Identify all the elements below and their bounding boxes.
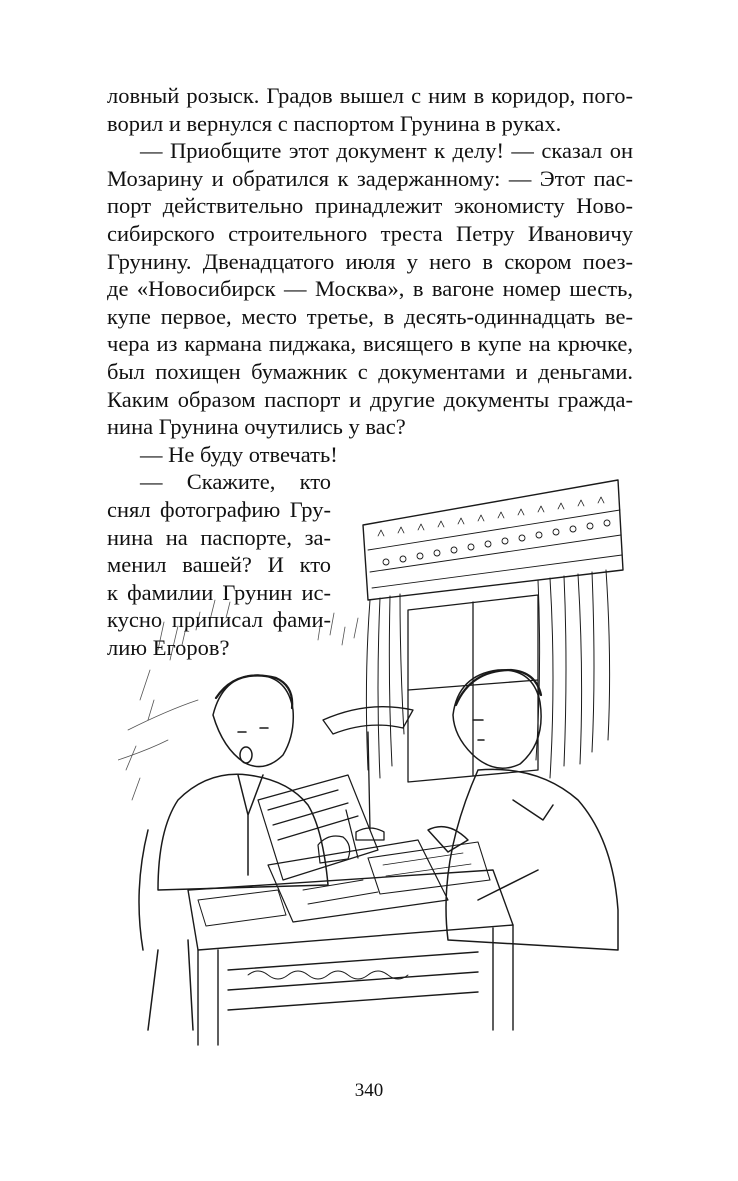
text-line: чера из кармана пиджака, висящего в купе на крючке,: [107, 331, 633, 357]
text-line: нина Грунина очутились у вас?: [107, 414, 406, 440]
text-line: порт действительно принадлежит экономисту Ново-: [107, 193, 633, 219]
text-line: Грунину. Двенадцатого июля у него в скором поез-: [107, 248, 633, 274]
desk-lamp: [323, 707, 413, 840]
curtain-valance: [363, 480, 623, 600]
text-line: купе первое, место третье, в десять-одиннадцать ве-: [107, 303, 633, 329]
text-line: Мозарину и обратился к задержанному: — Этот пас-: [107, 165, 633, 191]
desk: [188, 840, 513, 1045]
page-number: 340: [354, 1080, 384, 1101]
text-line: к фамилии Грунин ис-: [107, 579, 331, 605]
text-line: кусно приписал фами-: [107, 607, 331, 633]
text-line: де «Новосибирск — Москва», в вагоне номер шесть,: [107, 276, 633, 302]
text-line: нина на паспорте, за-: [107, 524, 331, 550]
text-line: ворил и вернулся с паспортом Грунина в руках.: [107, 110, 562, 136]
text-line: менил вашей? И кто: [107, 552, 331, 578]
text-line: снял фотографию Гру-: [107, 496, 331, 522]
text-line: — Приобщите этот документ к делу! — сказал он: [140, 138, 633, 164]
text-line: лию Егоров?: [107, 634, 230, 660]
suspect-figure: [139, 675, 328, 1030]
text-line: сибирского строительного треста Петру Ивановичу: [107, 220, 633, 246]
text-line: ловный розыск. Градов вышел с ним в коридор, пого-: [107, 83, 633, 108]
text-line: — Скажите, кто: [140, 469, 331, 495]
text-line: был похищен бумажник с документами и деньгами.: [107, 358, 633, 384]
interrogation-illustration: [118, 470, 630, 1050]
text-line: Каким образом паспорт и другие документы гражда-: [107, 386, 633, 412]
background-hatching: [118, 600, 358, 800]
investigator-figure: [428, 670, 618, 950]
text-line: — Не буду отвечать!: [140, 441, 338, 467]
